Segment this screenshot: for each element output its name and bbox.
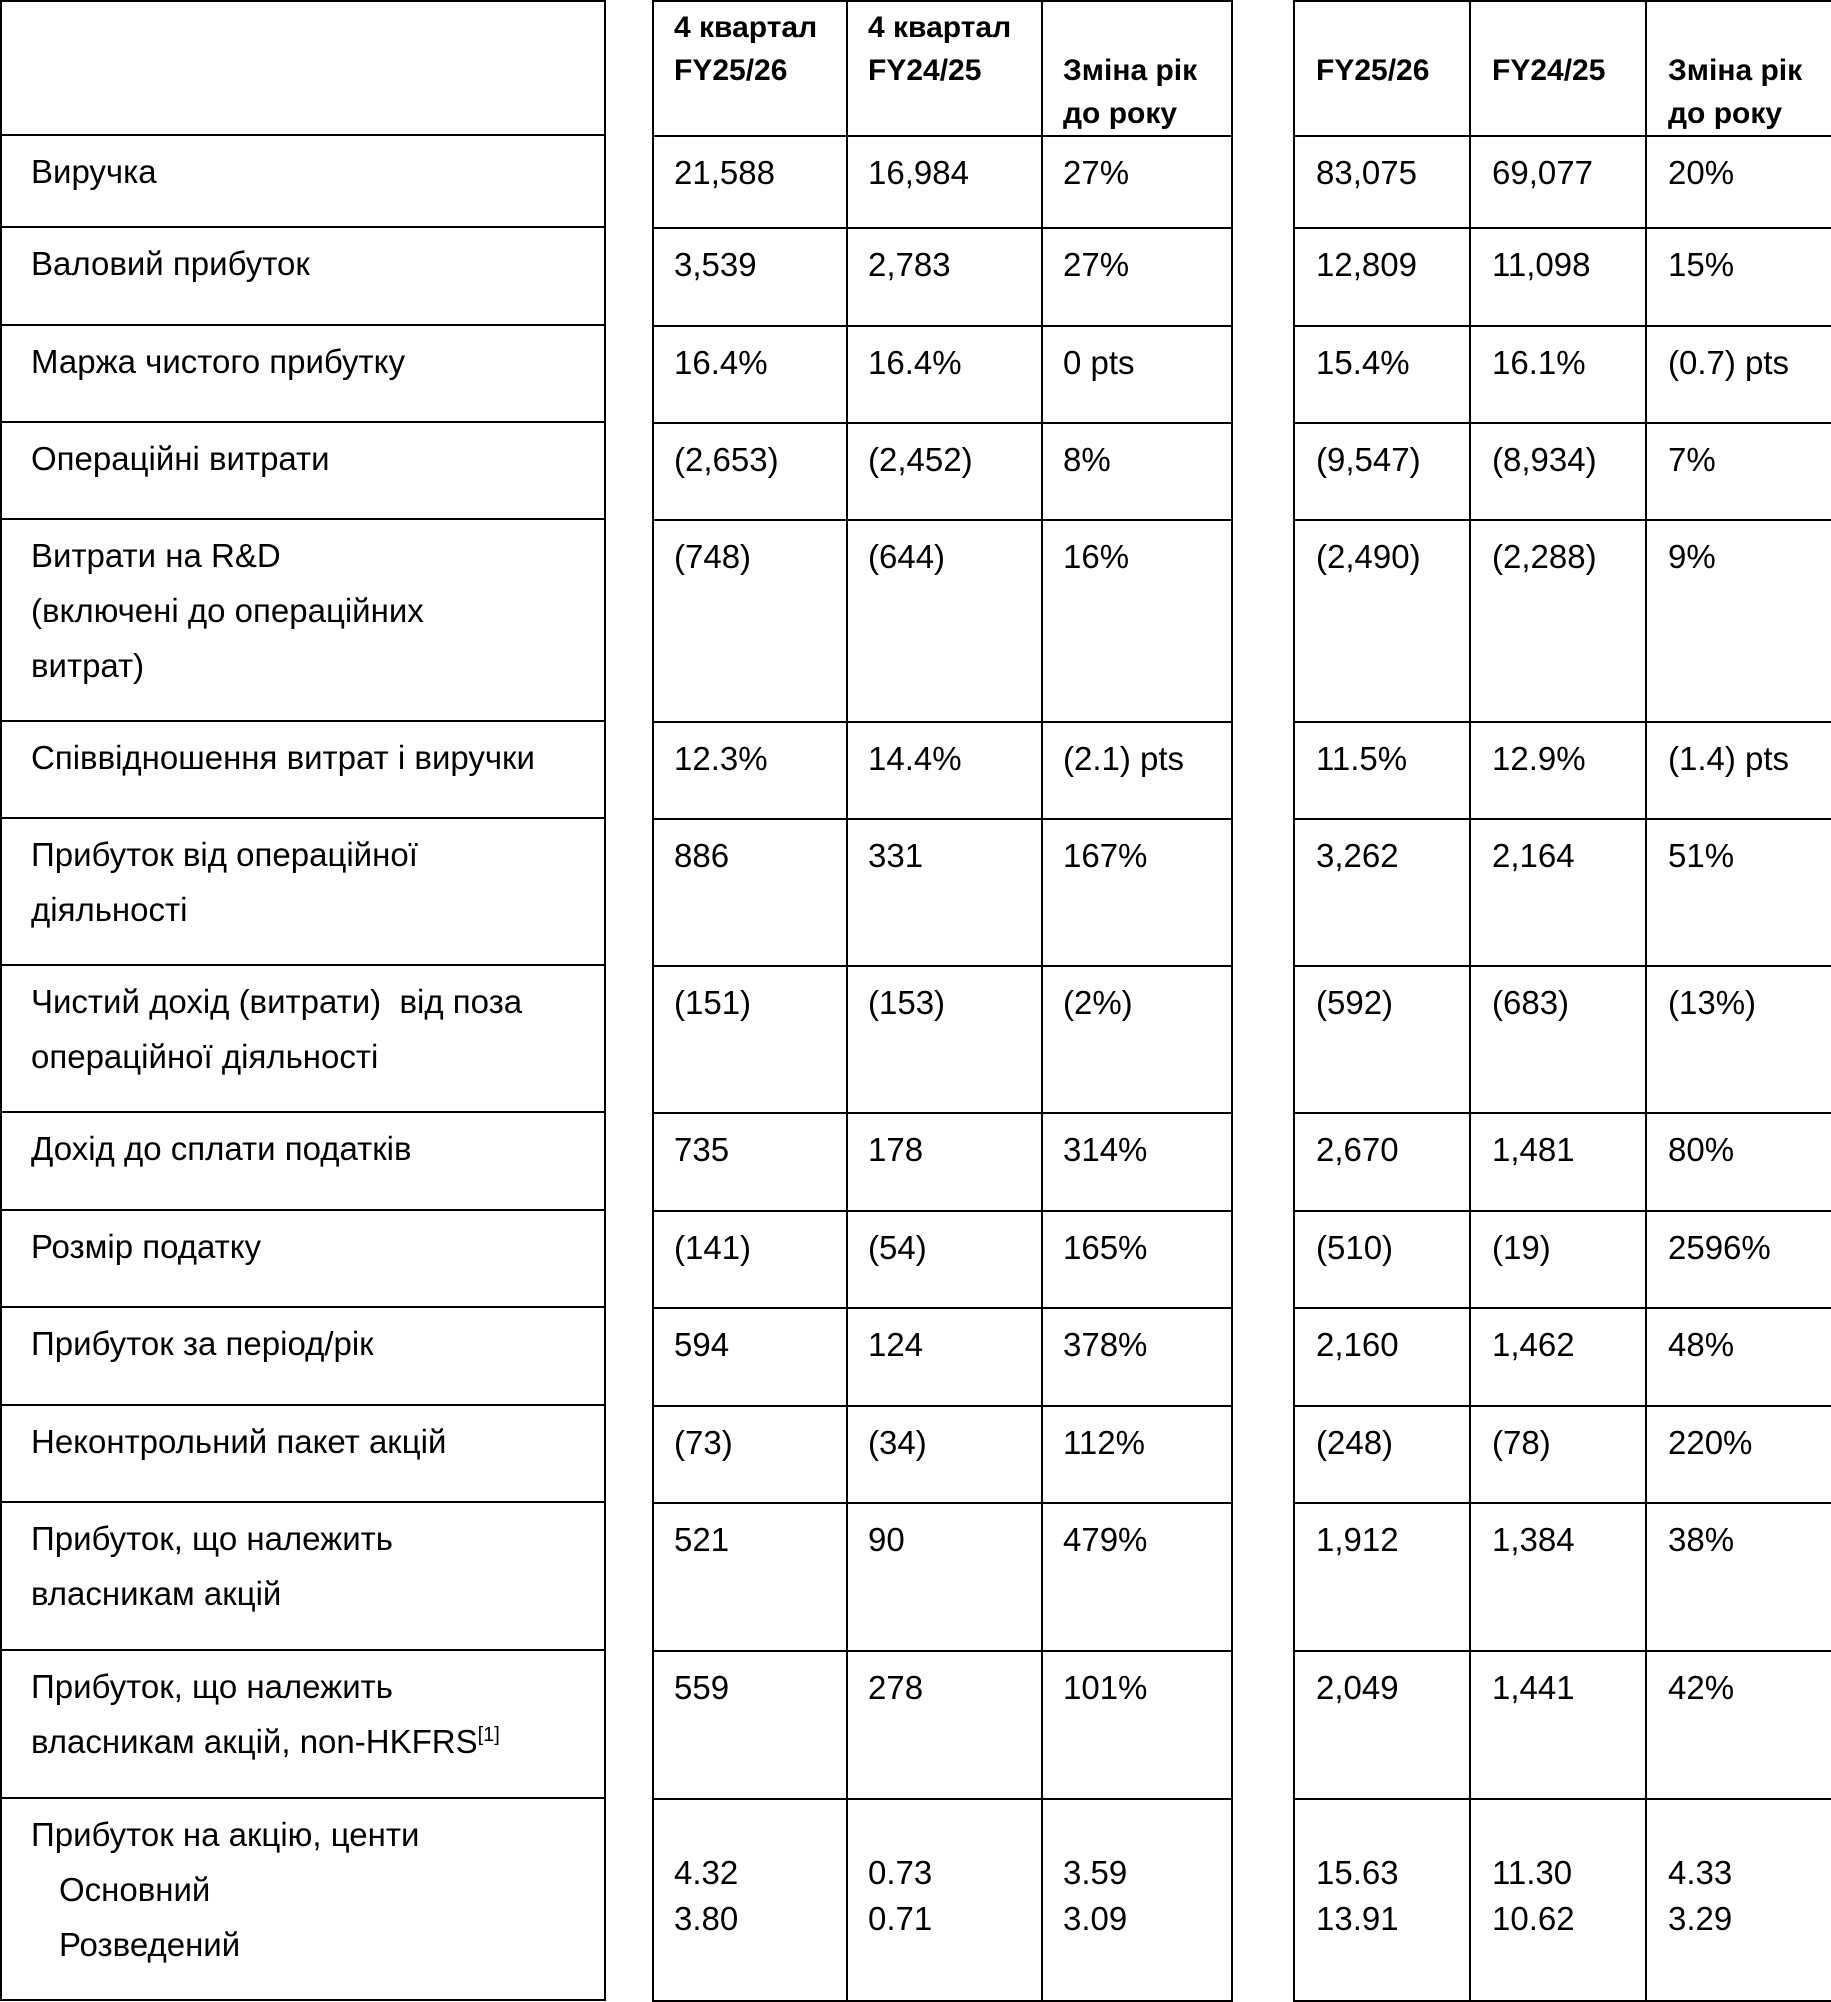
value: (141) <box>674 1229 752 1266</box>
value: (34) <box>868 1424 927 1461</box>
header-q-current <box>653 1 847 136</box>
cell <box>847 722 1042 819</box>
value: (644) <box>868 538 946 575</box>
cell <box>1470 326 1646 423</box>
cell <box>1294 722 1470 819</box>
value: (8,934) <box>1492 441 1597 478</box>
cell <box>847 520 1042 722</box>
header-q-prior <box>847 1 1042 136</box>
value: (73) <box>674 1424 733 1461</box>
cell <box>1470 1211 1646 1308</box>
cell <box>1646 1651 1831 1799</box>
value: (592) <box>1316 984 1394 1021</box>
eps-basic-label: Основний <box>59 1871 211 1908</box>
footnote-marker: [1] <box>477 1724 500 1746</box>
value: 2596% <box>1668 1229 1771 1266</box>
row-label <box>1 135 605 227</box>
value: 90 <box>868 1521 905 1558</box>
value: 1,384 <box>1492 1521 1575 1558</box>
value: 0.71 <box>868 1900 933 1937</box>
row-label <box>1 519 605 721</box>
value: 83,075 <box>1316 154 1417 191</box>
row-label <box>1 422 605 519</box>
cell <box>653 228 847 326</box>
row-label <box>1 227 605 325</box>
value: 4.32 <box>674 1854 739 1891</box>
cell <box>1646 722 1831 819</box>
cell <box>1646 1113 1831 1211</box>
value: 7% <box>1668 441 1716 478</box>
cell <box>1042 1211 1232 1308</box>
label-text: власникам акцій <box>31 1575 282 1612</box>
value: 27% <box>1063 246 1130 283</box>
value: 101% <box>1063 1669 1148 1706</box>
value: (9,547) <box>1316 441 1421 478</box>
cell <box>1646 520 1831 722</box>
cell <box>847 1503 1042 1651</box>
cell <box>653 1406 847 1503</box>
value: 735 <box>674 1131 730 1168</box>
cell <box>1294 1113 1470 1211</box>
cell <box>1294 326 1470 423</box>
cell <box>1646 1503 1831 1651</box>
header-text: до року <box>1668 97 1783 130</box>
cell <box>1042 1799 1232 2001</box>
header-text: 4 квартал <box>674 11 818 44</box>
value: 3.80 <box>674 1900 739 1937</box>
value: 0.73 <box>868 1854 933 1891</box>
value: 9% <box>1668 538 1716 575</box>
cell <box>1042 228 1232 326</box>
cell <box>1470 1113 1646 1211</box>
cell <box>1646 326 1831 423</box>
value: 11,098 <box>1492 246 1591 283</box>
cell <box>847 1651 1042 1799</box>
header-text: 4 квартал <box>868 11 1012 44</box>
label-text: Розмір податку <box>31 1228 262 1265</box>
value: 15.63 <box>1316 1854 1399 1891</box>
value: 220% <box>1668 1424 1753 1461</box>
label-text: діяльності <box>31 891 188 928</box>
value: 12.3% <box>674 740 768 777</box>
cell <box>1646 423 1831 520</box>
full-year-table <box>1293 0 1831 2002</box>
cell <box>1042 1651 1232 1799</box>
value: 3.59 <box>1063 1854 1128 1891</box>
label-text: витрат) <box>31 647 145 684</box>
value: 167% <box>1063 837 1148 874</box>
cell <box>1470 1651 1646 1799</box>
cell <box>1042 819 1232 966</box>
label-text: Операційні витрати <box>31 440 330 477</box>
cell <box>1042 1308 1232 1406</box>
row-label <box>1 1210 605 1307</box>
value: 2,783 <box>868 246 951 283</box>
cell <box>1042 520 1232 722</box>
value: 1,912 <box>1316 1521 1399 1558</box>
cell <box>1294 1503 1470 1651</box>
value: (13%) <box>1668 984 1757 1021</box>
value: 15.4% <box>1316 344 1410 381</box>
value: (748) <box>674 538 752 575</box>
cell <box>653 423 847 520</box>
cell <box>1294 819 1470 966</box>
value: 4.33 <box>1668 1854 1733 1891</box>
value: 1,441 <box>1492 1669 1575 1706</box>
cell <box>847 228 1042 326</box>
row-label <box>1 325 605 422</box>
value: 112% <box>1063 1424 1145 1461</box>
row-label <box>1 1307 605 1405</box>
cell <box>1470 722 1646 819</box>
cell <box>653 520 847 722</box>
cell <box>1042 423 1232 520</box>
value: 178 <box>868 1131 924 1168</box>
eps-label: Прибуток на акцію, центи <box>31 1816 420 1853</box>
value: (2.1) pts <box>1063 740 1185 777</box>
cell <box>847 326 1042 423</box>
value: 331 <box>868 837 924 874</box>
cell <box>1470 1406 1646 1503</box>
cell <box>1470 819 1646 966</box>
value: 48% <box>1668 1326 1735 1363</box>
value: 10.62 <box>1492 1900 1575 1937</box>
cell <box>1646 1406 1831 1503</box>
cell <box>1470 966 1646 1113</box>
value: 124 <box>868 1326 924 1363</box>
eps-diluted-label: Розведений <box>59 1926 241 1963</box>
label-text: Витрати на R&D <box>31 537 281 574</box>
cell <box>1470 136 1646 228</box>
cell <box>847 966 1042 1113</box>
value: (153) <box>868 984 946 1021</box>
header-text: FY24/25 <box>868 54 982 87</box>
value: 16% <box>1063 538 1130 575</box>
label-text: Прибуток від операційної <box>31 836 418 873</box>
row-label <box>1 1798 605 2000</box>
value: 16.4% <box>674 344 768 381</box>
header-text: Зміна рік <box>1063 54 1198 87</box>
quarter-table <box>652 0 1233 2002</box>
value: 42% <box>1668 1669 1735 1706</box>
header-fy-change <box>1646 1 1831 136</box>
cell <box>1042 722 1232 819</box>
cell <box>1470 520 1646 722</box>
value: 16.1% <box>1492 344 1586 381</box>
label-text: Неконтрольний пакет акцій <box>31 1423 447 1460</box>
cell <box>1646 1211 1831 1308</box>
value: 8% <box>1063 441 1111 478</box>
label-text: операційної діяльності <box>31 1038 379 1075</box>
label-text: Чистий дохід (витрати) від поза <box>31 983 523 1020</box>
cell <box>1042 1406 1232 1503</box>
cell <box>1294 1211 1470 1308</box>
header-text: Зміна рік <box>1668 54 1803 87</box>
cell <box>1294 1308 1470 1406</box>
value: (151) <box>674 984 752 1021</box>
label-text: Виручка <box>31 153 157 190</box>
value: 12.9% <box>1492 740 1586 777</box>
value: 3.09 <box>1063 1900 1128 1937</box>
row-label <box>1 1405 605 1502</box>
value: 559 <box>674 1669 730 1706</box>
value: 3,262 <box>1316 837 1399 874</box>
cell <box>847 819 1042 966</box>
cell <box>1294 423 1470 520</box>
value: (54) <box>868 1229 927 1266</box>
cell <box>1646 228 1831 326</box>
value: 479% <box>1063 1521 1148 1558</box>
value: (0.7) pts <box>1668 344 1790 381</box>
value: (2,653) <box>674 441 779 478</box>
cell <box>653 136 847 228</box>
value: (2,452) <box>868 441 973 478</box>
cell <box>1470 1503 1646 1651</box>
cell <box>1294 966 1470 1113</box>
label-text: власникам акцій, non-HKFRS <box>31 1723 478 1760</box>
value: 2,160 <box>1316 1326 1399 1363</box>
value: (19) <box>1492 1229 1551 1266</box>
value: 2,164 <box>1492 837 1575 874</box>
cell <box>1294 1406 1470 1503</box>
row-label <box>1 1650 605 1798</box>
cell <box>847 423 1042 520</box>
cell <box>1470 228 1646 326</box>
cell <box>1646 819 1831 966</box>
header-text: FY25/26 <box>674 54 788 87</box>
cell <box>653 966 847 1113</box>
cell <box>1294 520 1470 722</box>
value: 16,984 <box>868 154 969 191</box>
cell <box>653 1799 847 2001</box>
value: (78) <box>1492 1424 1551 1461</box>
value: (248) <box>1316 1424 1394 1461</box>
label-text: Прибуток за період/рік <box>31 1325 374 1362</box>
value: 886 <box>674 837 730 874</box>
header-fy-prior <box>1470 1 1646 136</box>
cell <box>653 326 847 423</box>
cell <box>1646 1308 1831 1406</box>
value: 2,670 <box>1316 1131 1399 1168</box>
value: 27% <box>1063 154 1130 191</box>
cell <box>653 1503 847 1651</box>
value: (1.4) pts <box>1668 740 1790 777</box>
cell <box>847 1308 1042 1406</box>
label-text: Валовий прибуток <box>31 245 310 282</box>
value: 13.91 <box>1316 1900 1399 1937</box>
cell <box>1470 423 1646 520</box>
value: 378% <box>1063 1326 1148 1363</box>
label-text: Прибуток, що належить <box>31 1520 393 1557</box>
value: 3,539 <box>674 246 757 283</box>
row-label <box>1 721 605 818</box>
header-fy-current <box>1294 1 1470 136</box>
cell <box>1470 1799 1646 2001</box>
cell <box>653 819 847 966</box>
value: 314% <box>1063 1131 1148 1168</box>
header-text: до року <box>1063 97 1178 130</box>
labels-table <box>0 0 606 2001</box>
value: 278 <box>868 1669 924 1706</box>
row-label <box>1 965 605 1112</box>
label-text: (включені до операційних <box>31 592 424 629</box>
value: 594 <box>674 1326 730 1363</box>
value: (2,288) <box>1492 538 1597 575</box>
value: (2%) <box>1063 984 1133 1021</box>
value: 0 pts <box>1063 344 1135 381</box>
value: 2,049 <box>1316 1669 1399 1706</box>
value: 69,077 <box>1492 154 1593 191</box>
value: 38% <box>1668 1521 1735 1558</box>
cell <box>1294 1651 1470 1799</box>
cell <box>1042 966 1232 1113</box>
cell <box>1042 1113 1232 1211</box>
cell <box>653 1211 847 1308</box>
value: 1,481 <box>1492 1131 1575 1168</box>
header-q-change <box>1042 1 1232 136</box>
cell <box>1042 136 1232 228</box>
cell <box>1294 228 1470 326</box>
value: 3.29 <box>1668 1900 1733 1937</box>
cell <box>1646 966 1831 1113</box>
value: (510) <box>1316 1229 1394 1266</box>
value: 521 <box>674 1521 730 1558</box>
cell <box>653 1113 847 1211</box>
value: 14.4% <box>868 740 962 777</box>
label-text: Прибуток, що належить <box>31 1668 393 1705</box>
row-label <box>1 1502 605 1650</box>
value: (2,490) <box>1316 538 1421 575</box>
cell <box>847 1113 1042 1211</box>
label-header-cell <box>1 1 605 135</box>
row-label <box>1 1112 605 1210</box>
value: 11.30 <box>1492 1854 1573 1891</box>
cell <box>847 1211 1042 1308</box>
cell <box>1646 136 1831 228</box>
value: 15% <box>1668 246 1735 283</box>
cell <box>847 136 1042 228</box>
cell <box>847 1406 1042 1503</box>
cell <box>1294 136 1470 228</box>
value: 21,588 <box>674 154 775 191</box>
cell <box>653 722 847 819</box>
label-text: Маржа чистого прибутку <box>31 343 405 380</box>
value: 51% <box>1668 837 1735 874</box>
cell <box>1470 1308 1646 1406</box>
value: 11.5% <box>1316 740 1408 777</box>
cell <box>653 1308 847 1406</box>
value: 1,462 <box>1492 1326 1575 1363</box>
value: 20% <box>1668 154 1735 191</box>
value: 16.4% <box>868 344 962 381</box>
value: (683) <box>1492 984 1570 1021</box>
cell <box>653 1651 847 1799</box>
value: 12,809 <box>1316 246 1417 283</box>
cell <box>847 1799 1042 2001</box>
row-label <box>1 818 605 965</box>
header-text: FY24/25 <box>1492 54 1606 87</box>
value: 80% <box>1668 1131 1735 1168</box>
header-text: FY25/26 <box>1316 54 1430 87</box>
label-text: Співвідношення витрат і виручки <box>31 739 535 776</box>
cell <box>1646 1799 1831 2001</box>
cell <box>1042 326 1232 423</box>
label-text: Дохід до сплати податків <box>31 1130 412 1167</box>
value: 165% <box>1063 1229 1148 1266</box>
cell <box>1042 1503 1232 1651</box>
cell <box>1294 1799 1470 2001</box>
